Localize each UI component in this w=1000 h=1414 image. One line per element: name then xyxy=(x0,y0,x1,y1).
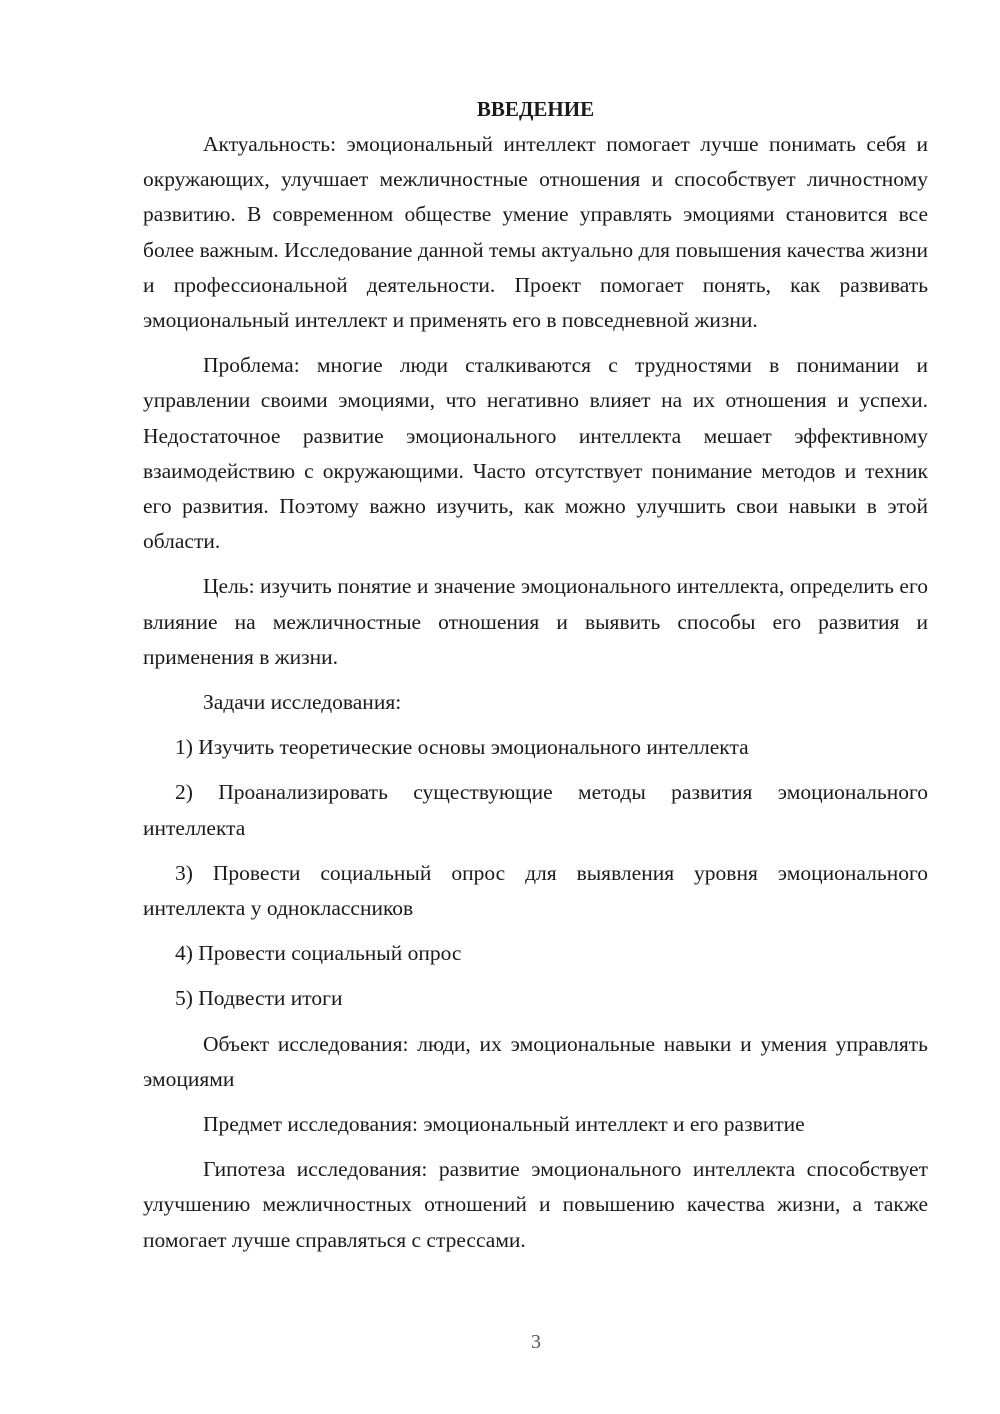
document-page xyxy=(143,92,928,1268)
task-item-4: 4) Провести социальный опрос xyxy=(175,941,462,966)
goal-paragraph: Цель: изучить понятие и значение эмоционального интеллекта, определить его влияние на межличностные отношения и выявить способы его развития и применения в жизни. xyxy=(143,574,928,669)
page-number: 3 xyxy=(531,1331,541,1353)
relevance-paragraph: Актуальность: эмоциональный интеллект помогает лучше понимать себя и окружающих, улучшает межличностные отношения и способствует личностному развитию. В современном обществе умение управлять эмоциями становится все более важным. Исследование данной темы актуально для повышения качества жизни и профессиональной деятельности. Проект помогает понять, как развивать эмоциональный интеллект и применять его в повседневной жизни. xyxy=(143,132,928,333)
problem-paragraph: Проблема: многие люди сталкиваются с трудностями в понимании и управлении своими эмоциями, что негативно влияет на их отношения и успехи. Недостаточное развитие эмоционального интеллекта мешает эффективному взаимодействию с окружающими. Часто отсутствует понимание методов и техник его развития. Поэтому важно изучить, как можно улучшить свои навыки в этой области. xyxy=(143,353,928,554)
object-paragraph: Объект исследования: люди, их эмоциональные навыки и умения управлять эмоциями xyxy=(143,1031,928,1091)
page-title: ВВЕДЕНИЕ xyxy=(476,97,595,121)
tasks-heading: Задачи исследования: xyxy=(203,690,402,715)
hypothesis-paragraph: Гипотеза исследования: развитие эмоционального интеллекта способствует улучшению межличностных отношений и повышению качества жизни, а также помогает лучше справляться с стрессами. xyxy=(143,1157,928,1252)
task-item-5: 5) Подвести итоги xyxy=(175,986,343,1011)
task-item-2: 2) Проанализировать существующие методы развития эмоционального интеллекта xyxy=(143,780,928,840)
subject-paragraph: Предмет исследования: эмоциональный интеллект и его развитие xyxy=(203,1112,805,1137)
task-item-1: 1) Изучить теоретические основы эмоционального интеллекта xyxy=(175,735,749,760)
task-item-3: 3) Провести социальный опрос для выявления уровня эмоционального интеллекта у одноклассников xyxy=(143,860,928,921)
